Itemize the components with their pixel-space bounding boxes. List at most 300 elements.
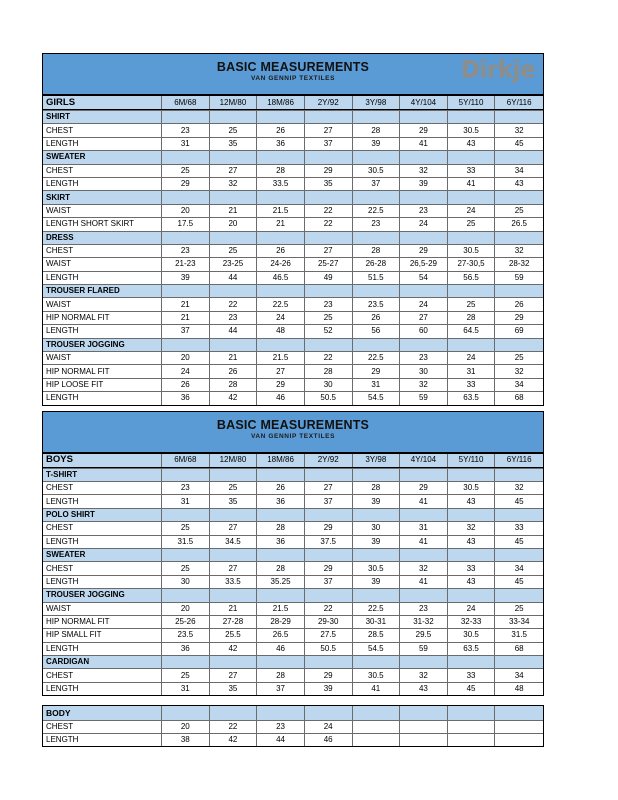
section-row — [43, 508, 543, 521]
measurement-value: 27 — [400, 312, 448, 324]
section-empty-cell — [448, 589, 496, 601]
section-empty-cell — [305, 232, 353, 244]
measurement-value: 32 — [495, 245, 543, 257]
section-empty-cell — [162, 232, 210, 244]
section-empty-cell — [448, 706, 496, 719]
section-empty-cell — [257, 151, 305, 163]
section-empty-cell — [305, 469, 353, 481]
measurement-value: 35 — [210, 683, 258, 695]
dirkje-logo: Dirkje — [460, 56, 535, 84]
table-title: BASIC MEASUREMENTS — [216, 417, 370, 432]
measurement-value: 25 — [210, 245, 258, 257]
measurement-value: 54 — [400, 272, 448, 284]
section-empty-cell — [162, 339, 210, 351]
measurement-value: 32 — [400, 379, 448, 391]
measurement-value: 44 — [210, 325, 258, 337]
measurement-value: 22 — [305, 352, 353, 364]
measurement-value: 26.5 — [495, 218, 543, 230]
section-empty-cell — [353, 706, 401, 719]
section-empty-cell — [400, 191, 448, 203]
section-label: POLO SHIRT — [43, 509, 162, 521]
measurement-value: 28 — [448, 312, 496, 324]
measurement-label: WAIST — [43, 298, 162, 310]
measurement-value: 25-26 — [162, 616, 210, 628]
measurement-value: 28 — [257, 669, 305, 681]
measurement-value: 26 — [210, 365, 258, 377]
section-empty-cell — [495, 232, 543, 244]
measurement-value: 23 — [162, 245, 210, 257]
measurement-value: 51.5 — [353, 272, 401, 284]
section-empty-cell — [400, 656, 448, 668]
measurement-value: 39 — [353, 138, 401, 150]
section-empty-cell — [400, 151, 448, 163]
measurement-value: 44 — [210, 272, 258, 284]
section-empty-cell — [495, 549, 543, 561]
measurement-label: HIP NORMAL FIT — [43, 312, 162, 324]
measurement-value: 32 — [400, 562, 448, 574]
measurement-value: 24 — [448, 352, 496, 364]
section-empty-cell — [495, 339, 543, 351]
measurement-value: 22 — [210, 298, 258, 310]
measurement-value: 33 — [448, 165, 496, 177]
measurement-value: 41 — [400, 536, 448, 548]
section-empty-cell — [495, 509, 543, 521]
section-empty-cell — [305, 191, 353, 203]
section-empty-cell — [210, 151, 258, 163]
measurement-label: LENGTH — [43, 325, 162, 337]
measurement-value: 69 — [495, 325, 543, 337]
measurement-value: 50.5 — [305, 643, 353, 655]
measurement-value: 17.5 — [162, 218, 210, 230]
measurement-value: 37 — [257, 683, 305, 695]
measurement-label: LENGTH — [43, 178, 162, 190]
measurement-value: 39 — [353, 495, 401, 507]
measurement-value: 43 — [448, 495, 496, 507]
measurement-row — [43, 668, 543, 681]
measurement-value: 30 — [162, 576, 210, 588]
section-empty-cell — [305, 285, 353, 297]
measurement-value: 27 — [305, 482, 353, 494]
measurement-value: 28-32 — [495, 258, 543, 270]
section-empty-cell — [400, 589, 448, 601]
measurement-value: 23 — [400, 205, 448, 217]
measurement-label: LENGTH — [43, 272, 162, 284]
section-empty-cell — [305, 151, 353, 163]
measurement-value: 27 — [210, 669, 258, 681]
measurement-value: 45 — [448, 683, 496, 695]
measurement-label: LENGTH — [43, 683, 162, 695]
measurement-value: 38 — [162, 734, 210, 746]
girls-grid — [43, 96, 543, 405]
measurement-value: 23 — [257, 721, 305, 733]
document-page — [42, 53, 544, 747]
measurement-label: WAIST — [43, 258, 162, 270]
measurement-value: 46 — [257, 392, 305, 404]
measurement-value: 39 — [353, 536, 401, 548]
column-header: 5Y/110 — [448, 454, 496, 467]
section-empty-cell — [495, 589, 543, 601]
column-header: 6M/68 — [162, 454, 210, 467]
measurement-value: 49 — [305, 272, 353, 284]
section-empty-cell — [353, 509, 401, 521]
section-label: BODY — [43, 706, 162, 719]
measurement-label: CHEST — [43, 522, 162, 534]
section-empty-cell — [400, 549, 448, 561]
measurement-value: 33 — [448, 379, 496, 391]
measurement-value: 23 — [210, 312, 258, 324]
section-empty-cell — [495, 285, 543, 297]
measurement-value: 45 — [495, 138, 543, 150]
section-empty-cell — [210, 285, 258, 297]
measurement-value: 48 — [257, 325, 305, 337]
section-empty-cell — [400, 469, 448, 481]
measurement-value: 21 — [210, 352, 258, 364]
measurement-value: 26,5-29 — [400, 258, 448, 270]
section-row — [43, 150, 543, 163]
section-empty-cell — [210, 509, 258, 521]
section-empty-cell — [305, 706, 353, 719]
section-row — [43, 588, 543, 601]
measurement-value: 28 — [353, 124, 401, 136]
measurement-value: 64.5 — [448, 325, 496, 337]
section-empty-cell — [495, 191, 543, 203]
table-label: BOYS — [43, 454, 162, 467]
measurement-value: 30.5 — [353, 562, 401, 574]
body-grid — [43, 706, 543, 746]
column-header: 6Y/116 — [495, 96, 543, 109]
measurement-value: 27 — [210, 522, 258, 534]
measurement-value: 26 — [495, 298, 543, 310]
section-empty-cell — [448, 191, 496, 203]
measurement-value: 23 — [353, 218, 401, 230]
banner-text — [43, 418, 543, 440]
section-empty-cell — [210, 111, 258, 123]
measurement-value: 29 — [400, 245, 448, 257]
section-empty-cell — [400, 706, 448, 719]
measurement-value: 63.5 — [448, 392, 496, 404]
measurement-value: 22 — [305, 603, 353, 615]
measurement-value: 26 — [162, 379, 210, 391]
section-label: SWEATER — [43, 151, 162, 163]
measurement-value: 42 — [210, 734, 258, 746]
body-size-table — [42, 705, 544, 747]
measurement-row — [43, 628, 543, 641]
measurement-value: 25 — [448, 218, 496, 230]
measurement-row — [43, 720, 543, 733]
boys-size-table — [42, 411, 544, 697]
measurement-value: 36 — [257, 138, 305, 150]
column-header: 4Y/104 — [400, 96, 448, 109]
section-empty-cell — [448, 285, 496, 297]
measurement-value: 20 — [210, 218, 258, 230]
measurement-value: 28 — [257, 522, 305, 534]
measurement-value: 23 — [162, 482, 210, 494]
measurement-value: 27-28 — [210, 616, 258, 628]
measurement-value: 22 — [305, 218, 353, 230]
measurement-value: 20 — [162, 352, 210, 364]
measurement-row — [43, 164, 543, 177]
measurement-value: 23.5 — [162, 629, 210, 641]
section-empty-cell — [257, 339, 305, 351]
section-row — [43, 706, 543, 719]
measurement-value: 39 — [305, 683, 353, 695]
measurement-value: 21.5 — [257, 603, 305, 615]
measurement-value: 27 — [257, 365, 305, 377]
section-empty-cell — [448, 151, 496, 163]
measurement-row — [43, 217, 543, 230]
table-subtitle: VAN GENNIP TEXTILES — [250, 75, 336, 82]
measurement-value: 26 — [257, 482, 305, 494]
measurement-value: 26.5 — [257, 629, 305, 641]
section-empty-cell — [162, 589, 210, 601]
measurement-value: 29 — [305, 522, 353, 534]
section-empty-cell — [353, 589, 401, 601]
measurement-label: WAIST — [43, 603, 162, 615]
measurement-value: 22.5 — [353, 352, 401, 364]
measurement-row — [43, 733, 543, 746]
measurement-value: 32 — [448, 522, 496, 534]
measurement-value: 29 — [305, 669, 353, 681]
measurement-value: 45 — [495, 495, 543, 507]
measurement-value: 25 — [210, 124, 258, 136]
measurement-value: 26 — [257, 245, 305, 257]
measurement-value: 22.5 — [353, 205, 401, 217]
measurement-row — [43, 494, 543, 507]
measurement-value: 31-32 — [400, 616, 448, 628]
measurement-value: 37 — [353, 178, 401, 190]
measurement-row — [43, 324, 543, 337]
column-header: 6Y/116 — [495, 454, 543, 467]
measurement-row — [43, 521, 543, 534]
measurement-value: 35 — [210, 138, 258, 150]
measurement-value: 34 — [495, 669, 543, 681]
measurement-label: LENGTH — [43, 536, 162, 548]
section-empty-cell — [353, 232, 401, 244]
column-header: 5Y/110 — [448, 96, 496, 109]
measurement-value: 41 — [400, 495, 448, 507]
measurement-value: 28 — [353, 482, 401, 494]
measurement-value: 34 — [495, 379, 543, 391]
section-row — [43, 468, 543, 481]
measurement-value: 26-28 — [353, 258, 401, 270]
measurement-value: 30.5 — [448, 245, 496, 257]
section-empty-cell — [448, 469, 496, 481]
measurement-value: 24 — [400, 298, 448, 310]
boys-banner — [43, 412, 543, 454]
measurement-value: 54.5 — [353, 643, 401, 655]
measurement-value: 35 — [210, 495, 258, 507]
measurement-value: 25 — [495, 603, 543, 615]
measurement-label: CHEST — [43, 721, 162, 733]
section-label: SWEATER — [43, 549, 162, 561]
section-row — [43, 231, 543, 244]
measurement-value: 59 — [495, 272, 543, 284]
section-empty-cell — [257, 549, 305, 561]
section-empty-cell — [210, 549, 258, 561]
section-row — [43, 284, 543, 297]
measurement-label: WAIST — [43, 352, 162, 364]
section-label: TROUSER JOGGING — [43, 339, 162, 351]
measurement-row — [43, 535, 543, 548]
section-empty-cell — [257, 111, 305, 123]
measurement-value: 24 — [400, 218, 448, 230]
section-empty-cell — [353, 339, 401, 351]
measurement-value: 37 — [305, 576, 353, 588]
measurement-value: 29 — [257, 379, 305, 391]
measurement-value: 33 — [448, 669, 496, 681]
section-empty-cell — [210, 656, 258, 668]
measurement-value: 24 — [448, 205, 496, 217]
measurement-row — [43, 204, 543, 217]
measurement-value: 25 — [495, 352, 543, 364]
section-label: SHIRT — [43, 111, 162, 123]
measurement-label: CHEST — [43, 482, 162, 494]
measurement-value: 63.5 — [448, 643, 496, 655]
measurement-value: 37 — [305, 495, 353, 507]
column-header: 2Y/92 — [305, 454, 353, 467]
column-header: 2Y/92 — [305, 96, 353, 109]
measurement-value: 43 — [448, 536, 496, 548]
section-empty-cell — [448, 549, 496, 561]
measurement-value: 26 — [257, 124, 305, 136]
measurement-value: 56.5 — [448, 272, 496, 284]
section-empty-cell — [353, 191, 401, 203]
section-empty-cell — [257, 589, 305, 601]
measurement-value: 23 — [400, 603, 448, 615]
measurement-value: 31 — [162, 495, 210, 507]
measurement-label: LENGTH — [43, 576, 162, 588]
measurement-value: 25 — [305, 312, 353, 324]
measurement-value: 25-27 — [305, 258, 353, 270]
measurement-value: 30.5 — [353, 669, 401, 681]
measurement-value: 32 — [210, 178, 258, 190]
table-label: GIRLS — [43, 96, 162, 109]
girls-banner — [43, 54, 543, 96]
measurement-label: CHEST — [43, 124, 162, 136]
measurement-value: 21 — [257, 218, 305, 230]
section-empty-cell — [210, 191, 258, 203]
column-header: 6M/68 — [162, 96, 210, 109]
measurement-value: 29 — [400, 124, 448, 136]
measurement-value: 21 — [210, 205, 258, 217]
section-empty-cell — [400, 285, 448, 297]
measurement-value — [448, 734, 496, 746]
measurement-value: 30 — [400, 365, 448, 377]
measurement-label: LENGTH SHORT SKIRT — [43, 218, 162, 230]
measurement-value — [448, 721, 496, 733]
table-subtitle: VAN GENNIP TEXTILES — [250, 432, 336, 440]
section-label: SKIRT — [43, 191, 162, 203]
column-header: 3Y/98 — [353, 96, 401, 109]
measurement-value: 42 — [210, 643, 258, 655]
measurement-row — [43, 177, 543, 190]
section-row — [43, 110, 543, 123]
column-header: 12M/80 — [210, 454, 258, 467]
section-label: T-SHIRT — [43, 469, 162, 481]
measurement-row — [43, 615, 543, 628]
measurement-row — [43, 481, 543, 494]
measurement-value: 59 — [400, 392, 448, 404]
measurement-value: 27 — [305, 245, 353, 257]
measurement-value: 28 — [210, 379, 258, 391]
section-empty-cell — [162, 285, 210, 297]
section-label: TROUSER JOGGING — [43, 589, 162, 601]
measurement-label: HIP LOOSE FIT — [43, 379, 162, 391]
section-empty-cell — [495, 706, 543, 719]
measurement-value: 29 — [400, 482, 448, 494]
measurement-value: 23 — [400, 352, 448, 364]
measurement-value: 33.5 — [257, 178, 305, 190]
section-empty-cell — [210, 589, 258, 601]
measurement-row — [43, 137, 543, 150]
table-title: BASIC MEASUREMENTS — [216, 60, 370, 74]
measurement-value: 24 — [257, 312, 305, 324]
measurement-value: 33 — [495, 522, 543, 534]
measurement-value: 22 — [305, 205, 353, 217]
measurement-value: 45 — [495, 536, 543, 548]
measurement-value: 34 — [495, 165, 543, 177]
section-empty-cell — [162, 656, 210, 668]
measurement-value: 32-33 — [448, 616, 496, 628]
measurement-value: 37 — [305, 138, 353, 150]
measurement-value: 24-26 — [257, 258, 305, 270]
measurement-value: 46 — [257, 643, 305, 655]
measurement-value: 27 — [305, 124, 353, 136]
section-label: TROUSER FLARED — [43, 285, 162, 297]
measurement-value: 23 — [305, 298, 353, 310]
measurement-value: 46.5 — [257, 272, 305, 284]
column-header: 18M/86 — [257, 96, 305, 109]
measurement-value: 29 — [495, 312, 543, 324]
measurement-label: LENGTH — [43, 495, 162, 507]
measurement-label: LENGTH — [43, 643, 162, 655]
section-empty-cell — [162, 509, 210, 521]
measurement-row — [43, 297, 543, 310]
section-empty-cell — [210, 706, 258, 719]
measurement-label: CHEST — [43, 669, 162, 681]
measurement-value: 43 — [448, 576, 496, 588]
measurement-value: 30 — [353, 522, 401, 534]
measurement-value: 28 — [257, 562, 305, 574]
section-empty-cell — [305, 339, 353, 351]
measurement-value: 21.5 — [257, 352, 305, 364]
measurement-value: 36 — [257, 495, 305, 507]
measurement-row — [43, 351, 543, 364]
section-empty-cell — [448, 339, 496, 351]
measurement-value: 56 — [353, 325, 401, 337]
section-empty-cell — [353, 111, 401, 123]
measurement-value: 28-29 — [257, 616, 305, 628]
measurement-value: 59 — [400, 643, 448, 655]
measurement-value: 31 — [400, 522, 448, 534]
measurement-value: 28 — [305, 365, 353, 377]
measurement-value: 27 — [210, 165, 258, 177]
column-header: 3Y/98 — [353, 454, 401, 467]
section-label: CARDIGAN — [43, 656, 162, 668]
measurement-value: 31 — [162, 683, 210, 695]
measurement-value: 31.5 — [495, 629, 543, 641]
measurement-value: 31 — [448, 365, 496, 377]
measurement-value: 31 — [162, 138, 210, 150]
section-empty-cell — [305, 111, 353, 123]
measurement-value: 22.5 — [353, 603, 401, 615]
section-empty-cell — [257, 469, 305, 481]
measurement-value: 25 — [162, 669, 210, 681]
section-empty-cell — [353, 656, 401, 668]
measurement-row — [43, 244, 543, 257]
section-empty-cell — [257, 285, 305, 297]
measurement-value: 27-30,5 — [448, 258, 496, 270]
